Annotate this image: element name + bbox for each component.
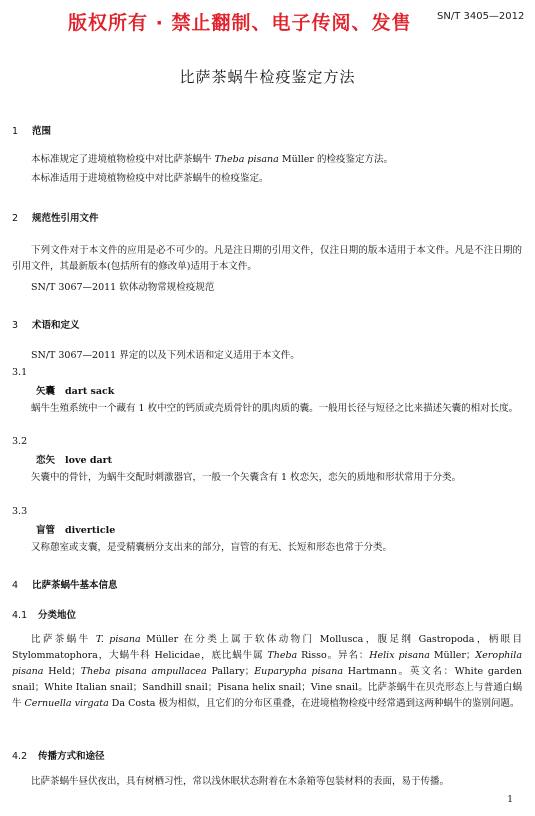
term-number: 3.1	[12, 367, 28, 378]
section-2-heading: 2 规范性引用文件	[12, 213, 99, 224]
section-3-heading: 3 术语和定义	[12, 320, 80, 331]
term-number: 3.2	[12, 436, 28, 447]
section-1-heading: 1 范围	[12, 126, 52, 137]
term-definition: 矢囊中的骨针，为蜗牛交配时刺激器官，一般一个矢囊含有 1 枚恋矢，恋矢的质地和形状常用于分类。	[31, 472, 462, 483]
term-heading: 恋矢 love dart	[36, 455, 113, 466]
term-number: 3.3	[12, 506, 28, 517]
term-heading: 矢囊 dart sack	[36, 386, 115, 397]
term-heading: 盲管 diverticle	[36, 525, 116, 536]
term-definition: 又称憩室或支囊，是受精囊柄分支出来的部分，盲管的有无、长短和形态也常于分类。	[31, 542, 393, 553]
section-4-heading: 4 比萨茶蜗牛基本信息	[12, 580, 118, 591]
page-number: 1	[507, 795, 513, 805]
document-title: 比萨茶蜗牛检疫鉴定方法	[179, 68, 356, 86]
section-1-paragraph-2: 本标准适用于进境植物检疫中对比萨茶蜗牛的检疫鉴定。	[31, 173, 269, 184]
normative-reference: SN/T 3067—2011 软体动物常规检疫规范	[31, 282, 215, 293]
subsection-4-1-heading: 4.1 分类地位	[12, 610, 77, 621]
section-3-intro: SN/T 3067—2011 界定的以及下列术语和定义适用于本文件。	[31, 350, 300, 361]
subsection-4-2-paragraph: 比萨茶蜗牛昼伏夜出，具有树栖习性，常以浅休眠状态附着在木条箱等包装材料的表面，易于传播。	[31, 776, 450, 787]
standard-number: SN/T 3405—2012	[437, 11, 525, 22]
section-2-paragraph-1: 下列文件对于本文件的应用是必不可少的。凡是注日期的引用文件，仅注日期的版本适用于本文件。凡是不注日期的引用文件，其最新版本(包括所有的修改单)适用于本文件。	[12, 245, 522, 272]
copyright-watermark: 版权所有 · 禁止翻制、电子传阅、发售	[68, 12, 412, 34]
subsection-4-1-paragraph: 比萨茶蜗牛 T. pisana Müller 在分类上属于软体动物门 Mollusca，腹足纲 Gastropoda，柄眼目 Stylommatophora，大蜗牛科 Helicidae，底比蜗牛属 Theba Risso。异名：Helix pisana Müller；Xerophila pisana Held；Theba pisana ampullacea Pallary；Euparypha pisana Hartmann。英文名：White garden snail；White Italian snail；Sandhill snail；Pisana helix snail；Vine snail。比萨茶蜗牛在贝壳形态上与普通白蜗牛 Cernuella virgata Da Costa 极为相似，且它们的分布区重叠，在进境植物检疫中经常遇到这两种蜗牛的鉴别问题。	[12, 634, 523, 709]
section-1-paragraph-1: 本标准规定了进境植物检疫中对比萨茶蜗牛 Theba pisana Müller 的检疫鉴定方法。	[31, 154, 393, 165]
term-definition: 蜗牛生殖系统中一个藏有 1 枚中空的钙质或壳质骨针的肌肉质的囊。一般用长径与短径之比来描述矢囊的相对长度。	[31, 403, 519, 414]
subsection-4-2-heading: 4.2 传播方式和途径	[12, 751, 105, 762]
